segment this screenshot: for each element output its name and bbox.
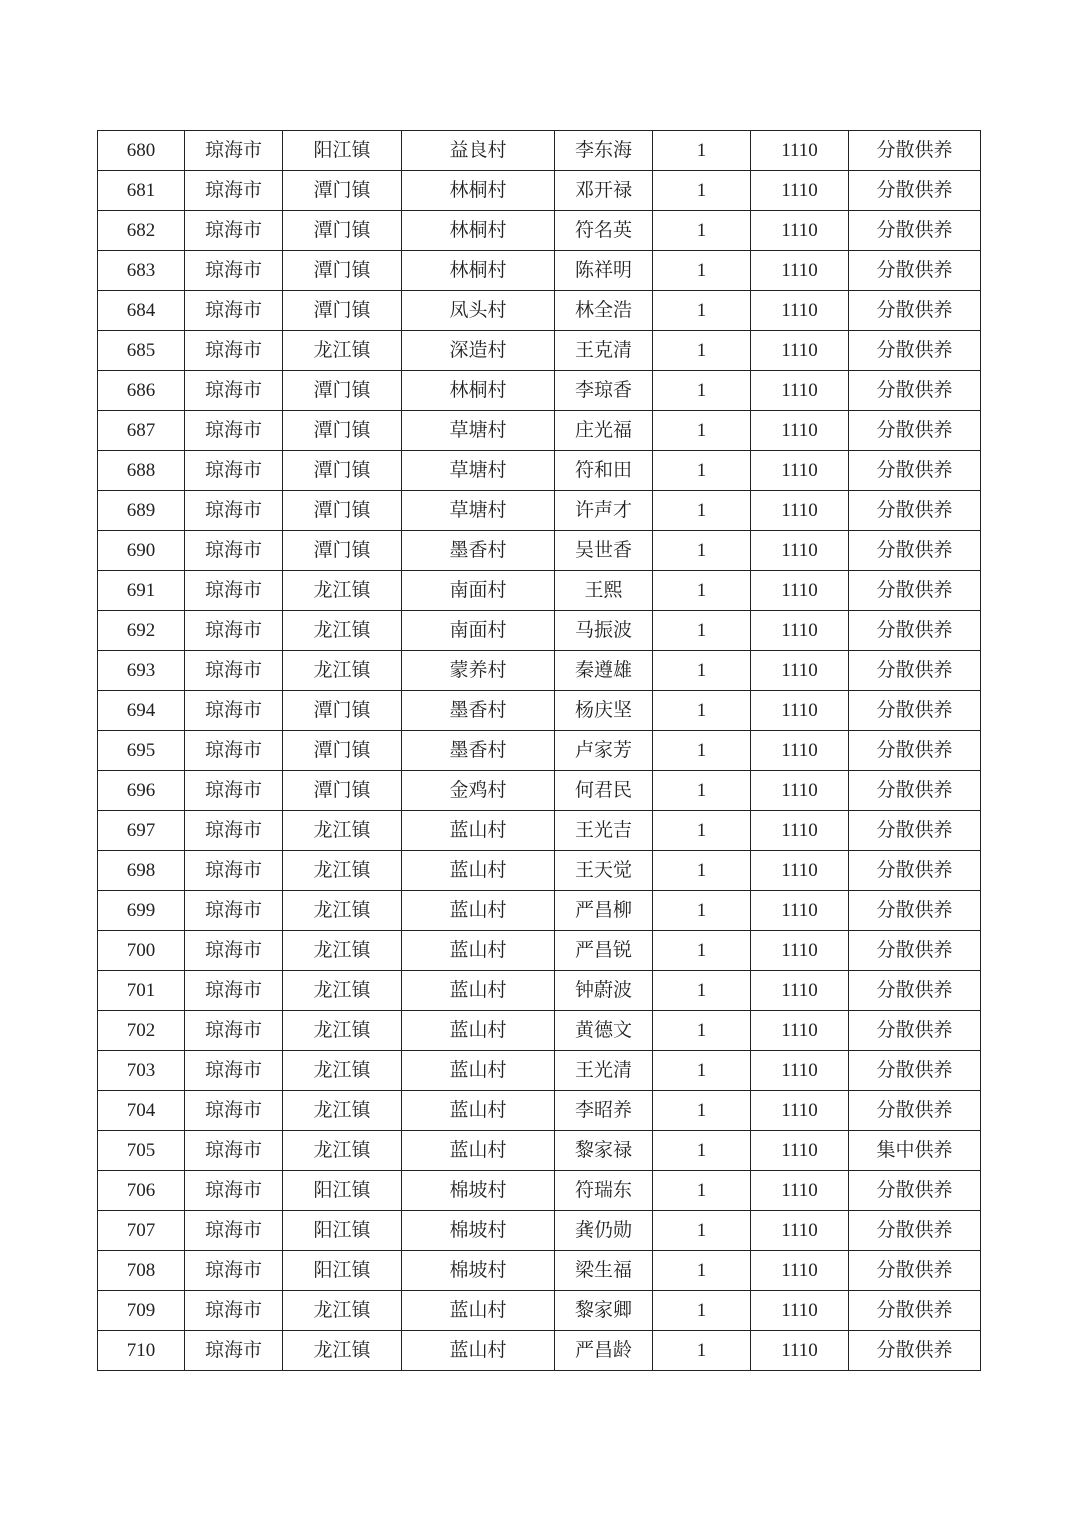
town-cell: 阳江镇	[283, 131, 402, 171]
village-cell: 林桐村	[402, 211, 555, 251]
village-cell: 蓝山村	[402, 1131, 555, 1171]
city-cell: 琼海市	[185, 1291, 283, 1331]
village-cell: 草塘村	[402, 491, 555, 531]
code-cell: 1110	[751, 691, 849, 731]
code-cell: 1110	[751, 411, 849, 451]
village-cell: 深造村	[402, 331, 555, 371]
city-cell: 琼海市	[185, 651, 283, 691]
count-cell: 1	[653, 371, 751, 411]
town-cell: 阳江镇	[283, 1251, 402, 1291]
code-cell: 1110	[751, 371, 849, 411]
town-cell: 潭门镇	[283, 371, 402, 411]
code-cell: 1110	[751, 1051, 849, 1091]
code-cell: 1110	[751, 611, 849, 651]
count-cell: 1	[653, 1131, 751, 1171]
name-cell: 卢家芳	[555, 731, 653, 771]
count-cell: 1	[653, 611, 751, 651]
name-cell: 马振波	[555, 611, 653, 651]
code-cell: 1110	[751, 331, 849, 371]
support-type-cell: 分散供养	[849, 811, 981, 851]
row-index-cell: 683	[98, 251, 185, 291]
town-cell: 潭门镇	[283, 251, 402, 291]
row-index-cell: 681	[98, 171, 185, 211]
table-row	[98, 811, 981, 851]
name-cell: 杨庆坚	[555, 691, 653, 731]
table-row	[98, 171, 981, 211]
table-row	[98, 331, 981, 371]
count-cell: 1	[653, 1051, 751, 1091]
count-cell: 1	[653, 691, 751, 731]
name-cell: 林全浩	[555, 291, 653, 331]
village-cell: 棉坡村	[402, 1211, 555, 1251]
village-cell: 林桐村	[402, 371, 555, 411]
count-cell: 1	[653, 811, 751, 851]
support-type-cell: 分散供养	[849, 891, 981, 931]
city-cell: 琼海市	[185, 291, 283, 331]
count-cell: 1	[653, 1291, 751, 1331]
city-cell: 琼海市	[185, 491, 283, 531]
code-cell: 1110	[751, 1331, 849, 1371]
town-cell: 潭门镇	[283, 531, 402, 571]
table-row	[98, 851, 981, 891]
support-type-cell: 分散供养	[849, 931, 981, 971]
row-index-cell: 687	[98, 411, 185, 451]
city-cell: 琼海市	[185, 451, 283, 491]
name-cell: 黎家卿	[555, 1291, 653, 1331]
code-cell: 1110	[751, 131, 849, 171]
code-cell: 1110	[751, 891, 849, 931]
row-index-cell: 686	[98, 371, 185, 411]
row-index-cell: 702	[98, 1011, 185, 1051]
code-cell: 1110	[751, 931, 849, 971]
count-cell: 1	[653, 131, 751, 171]
table-row	[98, 451, 981, 491]
city-cell: 琼海市	[185, 1091, 283, 1131]
code-cell: 1110	[751, 451, 849, 491]
name-cell: 严昌柳	[555, 891, 653, 931]
count-cell: 1	[653, 971, 751, 1011]
name-cell: 王光清	[555, 1051, 653, 1091]
table-row	[98, 1011, 981, 1051]
name-cell: 王天觉	[555, 851, 653, 891]
row-index-cell: 710	[98, 1331, 185, 1371]
table-row	[98, 971, 981, 1011]
name-cell: 邓开禄	[555, 171, 653, 211]
name-cell: 符和田	[555, 451, 653, 491]
city-cell: 琼海市	[185, 1211, 283, 1251]
table-row	[98, 771, 981, 811]
table-body	[98, 131, 981, 1371]
name-cell: 何君民	[555, 771, 653, 811]
name-cell: 李琼香	[555, 371, 653, 411]
town-cell: 龙江镇	[283, 611, 402, 651]
town-cell: 龙江镇	[283, 891, 402, 931]
row-index-cell: 705	[98, 1131, 185, 1171]
row-index-cell: 682	[98, 211, 185, 251]
table-row	[98, 1171, 981, 1211]
town-cell: 龙江镇	[283, 1011, 402, 1051]
count-cell: 1	[653, 931, 751, 971]
row-index-cell: 701	[98, 971, 185, 1011]
code-cell: 1110	[751, 1171, 849, 1211]
city-cell: 琼海市	[185, 1051, 283, 1091]
count-cell: 1	[653, 171, 751, 211]
city-cell: 琼海市	[185, 171, 283, 211]
table-row	[98, 1211, 981, 1251]
row-index-cell: 690	[98, 531, 185, 571]
table-row	[98, 651, 981, 691]
city-cell: 琼海市	[185, 251, 283, 291]
town-cell: 潭门镇	[283, 691, 402, 731]
city-cell: 琼海市	[185, 1331, 283, 1371]
city-cell: 琼海市	[185, 371, 283, 411]
row-index-cell: 709	[98, 1291, 185, 1331]
code-cell: 1110	[751, 1251, 849, 1291]
city-cell: 琼海市	[185, 1131, 283, 1171]
support-type-cell: 分散供养	[849, 451, 981, 491]
table-row	[98, 891, 981, 931]
row-index-cell: 688	[98, 451, 185, 491]
village-cell: 蓝山村	[402, 1291, 555, 1331]
count-cell: 1	[653, 1011, 751, 1051]
table-row	[98, 211, 981, 251]
count-cell: 1	[653, 411, 751, 451]
city-cell: 琼海市	[185, 891, 283, 931]
table-row	[98, 931, 981, 971]
city-cell: 琼海市	[185, 611, 283, 651]
code-cell: 1110	[751, 171, 849, 211]
table-row	[98, 1131, 981, 1171]
town-cell: 阳江镇	[283, 1211, 402, 1251]
row-index-cell: 707	[98, 1211, 185, 1251]
village-cell: 南面村	[402, 571, 555, 611]
village-cell: 凤头村	[402, 291, 555, 331]
support-type-cell: 分散供养	[849, 1291, 981, 1331]
support-type-cell: 分散供养	[849, 131, 981, 171]
city-cell: 琼海市	[185, 851, 283, 891]
table-row	[98, 691, 981, 731]
village-cell: 蓝山村	[402, 851, 555, 891]
row-index-cell: 696	[98, 771, 185, 811]
code-cell: 1110	[751, 531, 849, 571]
count-cell: 1	[653, 251, 751, 291]
support-type-cell: 分散供养	[849, 371, 981, 411]
support-type-cell: 分散供养	[849, 1091, 981, 1131]
city-cell: 琼海市	[185, 1171, 283, 1211]
count-cell: 1	[653, 1331, 751, 1371]
count-cell: 1	[653, 1091, 751, 1131]
code-cell: 1110	[751, 1131, 849, 1171]
name-cell: 陈祥明	[555, 251, 653, 291]
village-cell: 蓝山村	[402, 931, 555, 971]
row-index-cell: 689	[98, 491, 185, 531]
count-cell: 1	[653, 331, 751, 371]
name-cell: 秦遵雄	[555, 651, 653, 691]
table-row	[98, 251, 981, 291]
support-type-cell: 分散供养	[849, 651, 981, 691]
town-cell: 龙江镇	[283, 971, 402, 1011]
city-cell: 琼海市	[185, 771, 283, 811]
code-cell: 1110	[751, 811, 849, 851]
village-cell: 墨香村	[402, 531, 555, 571]
code-cell: 1110	[751, 651, 849, 691]
row-index-cell: 697	[98, 811, 185, 851]
code-cell: 1110	[751, 771, 849, 811]
name-cell: 黄德文	[555, 1011, 653, 1051]
code-cell: 1110	[751, 211, 849, 251]
support-type-cell: 分散供养	[849, 1051, 981, 1091]
support-type-cell: 分散供养	[849, 1011, 981, 1051]
support-type-cell: 分散供养	[849, 531, 981, 571]
name-cell: 王克清	[555, 331, 653, 371]
name-cell: 吴世香	[555, 531, 653, 571]
support-type-cell: 分散供养	[849, 251, 981, 291]
support-type-cell: 分散供养	[849, 1331, 981, 1371]
count-cell: 1	[653, 571, 751, 611]
name-cell: 许声才	[555, 491, 653, 531]
village-cell: 蓝山村	[402, 1331, 555, 1371]
count-cell: 1	[653, 891, 751, 931]
code-cell: 1110	[751, 291, 849, 331]
table-row	[98, 131, 981, 171]
village-cell: 蓝山村	[402, 1011, 555, 1051]
town-cell: 潭门镇	[283, 771, 402, 811]
city-cell: 琼海市	[185, 691, 283, 731]
name-cell: 王熙	[555, 571, 653, 611]
city-cell: 琼海市	[185, 531, 283, 571]
code-cell: 1110	[751, 571, 849, 611]
support-type-cell: 分散供养	[849, 571, 981, 611]
town-cell: 龙江镇	[283, 331, 402, 371]
city-cell: 琼海市	[185, 331, 283, 371]
name-cell: 龚仍勋	[555, 1211, 653, 1251]
row-index-cell: 699	[98, 891, 185, 931]
count-cell: 1	[653, 491, 751, 531]
row-index-cell: 691	[98, 571, 185, 611]
village-cell: 金鸡村	[402, 771, 555, 811]
code-cell: 1110	[751, 971, 849, 1011]
town-cell: 龙江镇	[283, 571, 402, 611]
village-cell: 蒙养村	[402, 651, 555, 691]
town-cell: 龙江镇	[283, 1091, 402, 1131]
support-type-cell: 集中供养	[849, 1131, 981, 1171]
count-cell: 1	[653, 1171, 751, 1211]
code-cell: 1110	[751, 1011, 849, 1051]
village-cell: 蓝山村	[402, 811, 555, 851]
count-cell: 1	[653, 211, 751, 251]
village-cell: 蓝山村	[402, 1091, 555, 1131]
village-cell: 南面村	[402, 611, 555, 651]
village-cell: 蓝山村	[402, 891, 555, 931]
table-row	[98, 731, 981, 771]
row-index-cell: 704	[98, 1091, 185, 1131]
support-type-cell: 分散供养	[849, 171, 981, 211]
support-type-cell: 分散供养	[849, 971, 981, 1011]
town-cell: 潭门镇	[283, 171, 402, 211]
village-cell: 草塘村	[402, 411, 555, 451]
code-cell: 1110	[751, 1211, 849, 1251]
name-cell: 符名英	[555, 211, 653, 251]
count-cell: 1	[653, 851, 751, 891]
city-cell: 琼海市	[185, 931, 283, 971]
table-row	[98, 291, 981, 331]
code-cell: 1110	[751, 1291, 849, 1331]
table-row	[98, 371, 981, 411]
city-cell: 琼海市	[185, 811, 283, 851]
village-cell: 林桐村	[402, 251, 555, 291]
row-index-cell: 680	[98, 131, 185, 171]
support-type-cell: 分散供养	[849, 1171, 981, 1211]
count-cell: 1	[653, 451, 751, 491]
row-index-cell: 692	[98, 611, 185, 651]
village-cell: 林桐村	[402, 171, 555, 211]
table-row	[98, 571, 981, 611]
row-index-cell: 703	[98, 1051, 185, 1091]
town-cell: 龙江镇	[283, 931, 402, 971]
village-cell: 棉坡村	[402, 1251, 555, 1291]
table-row	[98, 1251, 981, 1291]
town-cell: 潭门镇	[283, 411, 402, 451]
support-type-cell: 分散供养	[849, 611, 981, 651]
village-cell: 蓝山村	[402, 971, 555, 1011]
town-cell: 龙江镇	[283, 851, 402, 891]
city-cell: 琼海市	[185, 571, 283, 611]
village-cell: 益良村	[402, 131, 555, 171]
table-row	[98, 1051, 981, 1091]
name-cell: 符瑞东	[555, 1171, 653, 1211]
support-type-cell: 分散供养	[849, 1211, 981, 1251]
support-type-cell: 分散供养	[849, 731, 981, 771]
name-cell: 黎家禄	[555, 1131, 653, 1171]
support-type-cell: 分散供养	[849, 691, 981, 731]
table-row	[98, 411, 981, 451]
name-cell: 李昭养	[555, 1091, 653, 1131]
town-cell: 潭门镇	[283, 451, 402, 491]
code-cell: 1110	[751, 1091, 849, 1131]
village-cell: 墨香村	[402, 731, 555, 771]
support-type-cell: 分散供养	[849, 491, 981, 531]
table-row	[98, 491, 981, 531]
name-cell: 庄光福	[555, 411, 653, 451]
village-cell: 棉坡村	[402, 1171, 555, 1211]
table-row	[98, 531, 981, 571]
row-index-cell: 706	[98, 1171, 185, 1211]
code-cell: 1110	[751, 491, 849, 531]
village-cell: 墨香村	[402, 691, 555, 731]
town-cell: 龙江镇	[283, 1291, 402, 1331]
code-cell: 1110	[751, 731, 849, 771]
table-row	[98, 1091, 981, 1131]
support-type-cell: 分散供养	[849, 411, 981, 451]
city-cell: 琼海市	[185, 211, 283, 251]
village-cell: 草塘村	[402, 451, 555, 491]
table-row	[98, 1331, 981, 1371]
table-row	[98, 611, 981, 651]
support-type-cell: 分散供养	[849, 851, 981, 891]
town-cell: 潭门镇	[283, 731, 402, 771]
support-type-cell: 分散供养	[849, 771, 981, 811]
count-cell: 1	[653, 1211, 751, 1251]
count-cell: 1	[653, 291, 751, 331]
beneficiary-table	[97, 130, 981, 1371]
support-type-cell: 分散供养	[849, 291, 981, 331]
name-cell: 王光吉	[555, 811, 653, 851]
count-cell: 1	[653, 771, 751, 811]
city-cell: 琼海市	[185, 1011, 283, 1051]
row-index-cell: 685	[98, 331, 185, 371]
row-index-cell: 695	[98, 731, 185, 771]
city-cell: 琼海市	[185, 131, 283, 171]
village-cell: 蓝山村	[402, 1051, 555, 1091]
town-cell: 潭门镇	[283, 491, 402, 531]
town-cell: 阳江镇	[283, 1171, 402, 1211]
row-index-cell: 684	[98, 291, 185, 331]
name-cell: 严昌锐	[555, 931, 653, 971]
town-cell: 龙江镇	[283, 1051, 402, 1091]
table-row	[98, 1291, 981, 1331]
name-cell: 严昌龄	[555, 1331, 653, 1371]
town-cell: 龙江镇	[283, 1331, 402, 1371]
name-cell: 梁生福	[555, 1251, 653, 1291]
city-cell: 琼海市	[185, 1251, 283, 1291]
name-cell: 李东海	[555, 131, 653, 171]
count-cell: 1	[653, 1251, 751, 1291]
code-cell: 1110	[751, 851, 849, 891]
count-cell: 1	[653, 731, 751, 771]
town-cell: 龙江镇	[283, 651, 402, 691]
count-cell: 1	[653, 531, 751, 571]
town-cell: 潭门镇	[283, 211, 402, 251]
city-cell: 琼海市	[185, 971, 283, 1011]
city-cell: 琼海市	[185, 731, 283, 771]
town-cell: 龙江镇	[283, 811, 402, 851]
row-index-cell: 700	[98, 931, 185, 971]
code-cell: 1110	[751, 251, 849, 291]
row-index-cell: 694	[98, 691, 185, 731]
city-cell: 琼海市	[185, 411, 283, 451]
row-index-cell: 693	[98, 651, 185, 691]
town-cell: 潭门镇	[283, 291, 402, 331]
town-cell: 龙江镇	[283, 1131, 402, 1171]
name-cell: 钟蔚波	[555, 971, 653, 1011]
support-type-cell: 分散供养	[849, 1251, 981, 1291]
support-type-cell: 分散供养	[849, 211, 981, 251]
count-cell: 1	[653, 651, 751, 691]
row-index-cell: 698	[98, 851, 185, 891]
support-type-cell: 分散供养	[849, 331, 981, 371]
row-index-cell: 708	[98, 1251, 185, 1291]
